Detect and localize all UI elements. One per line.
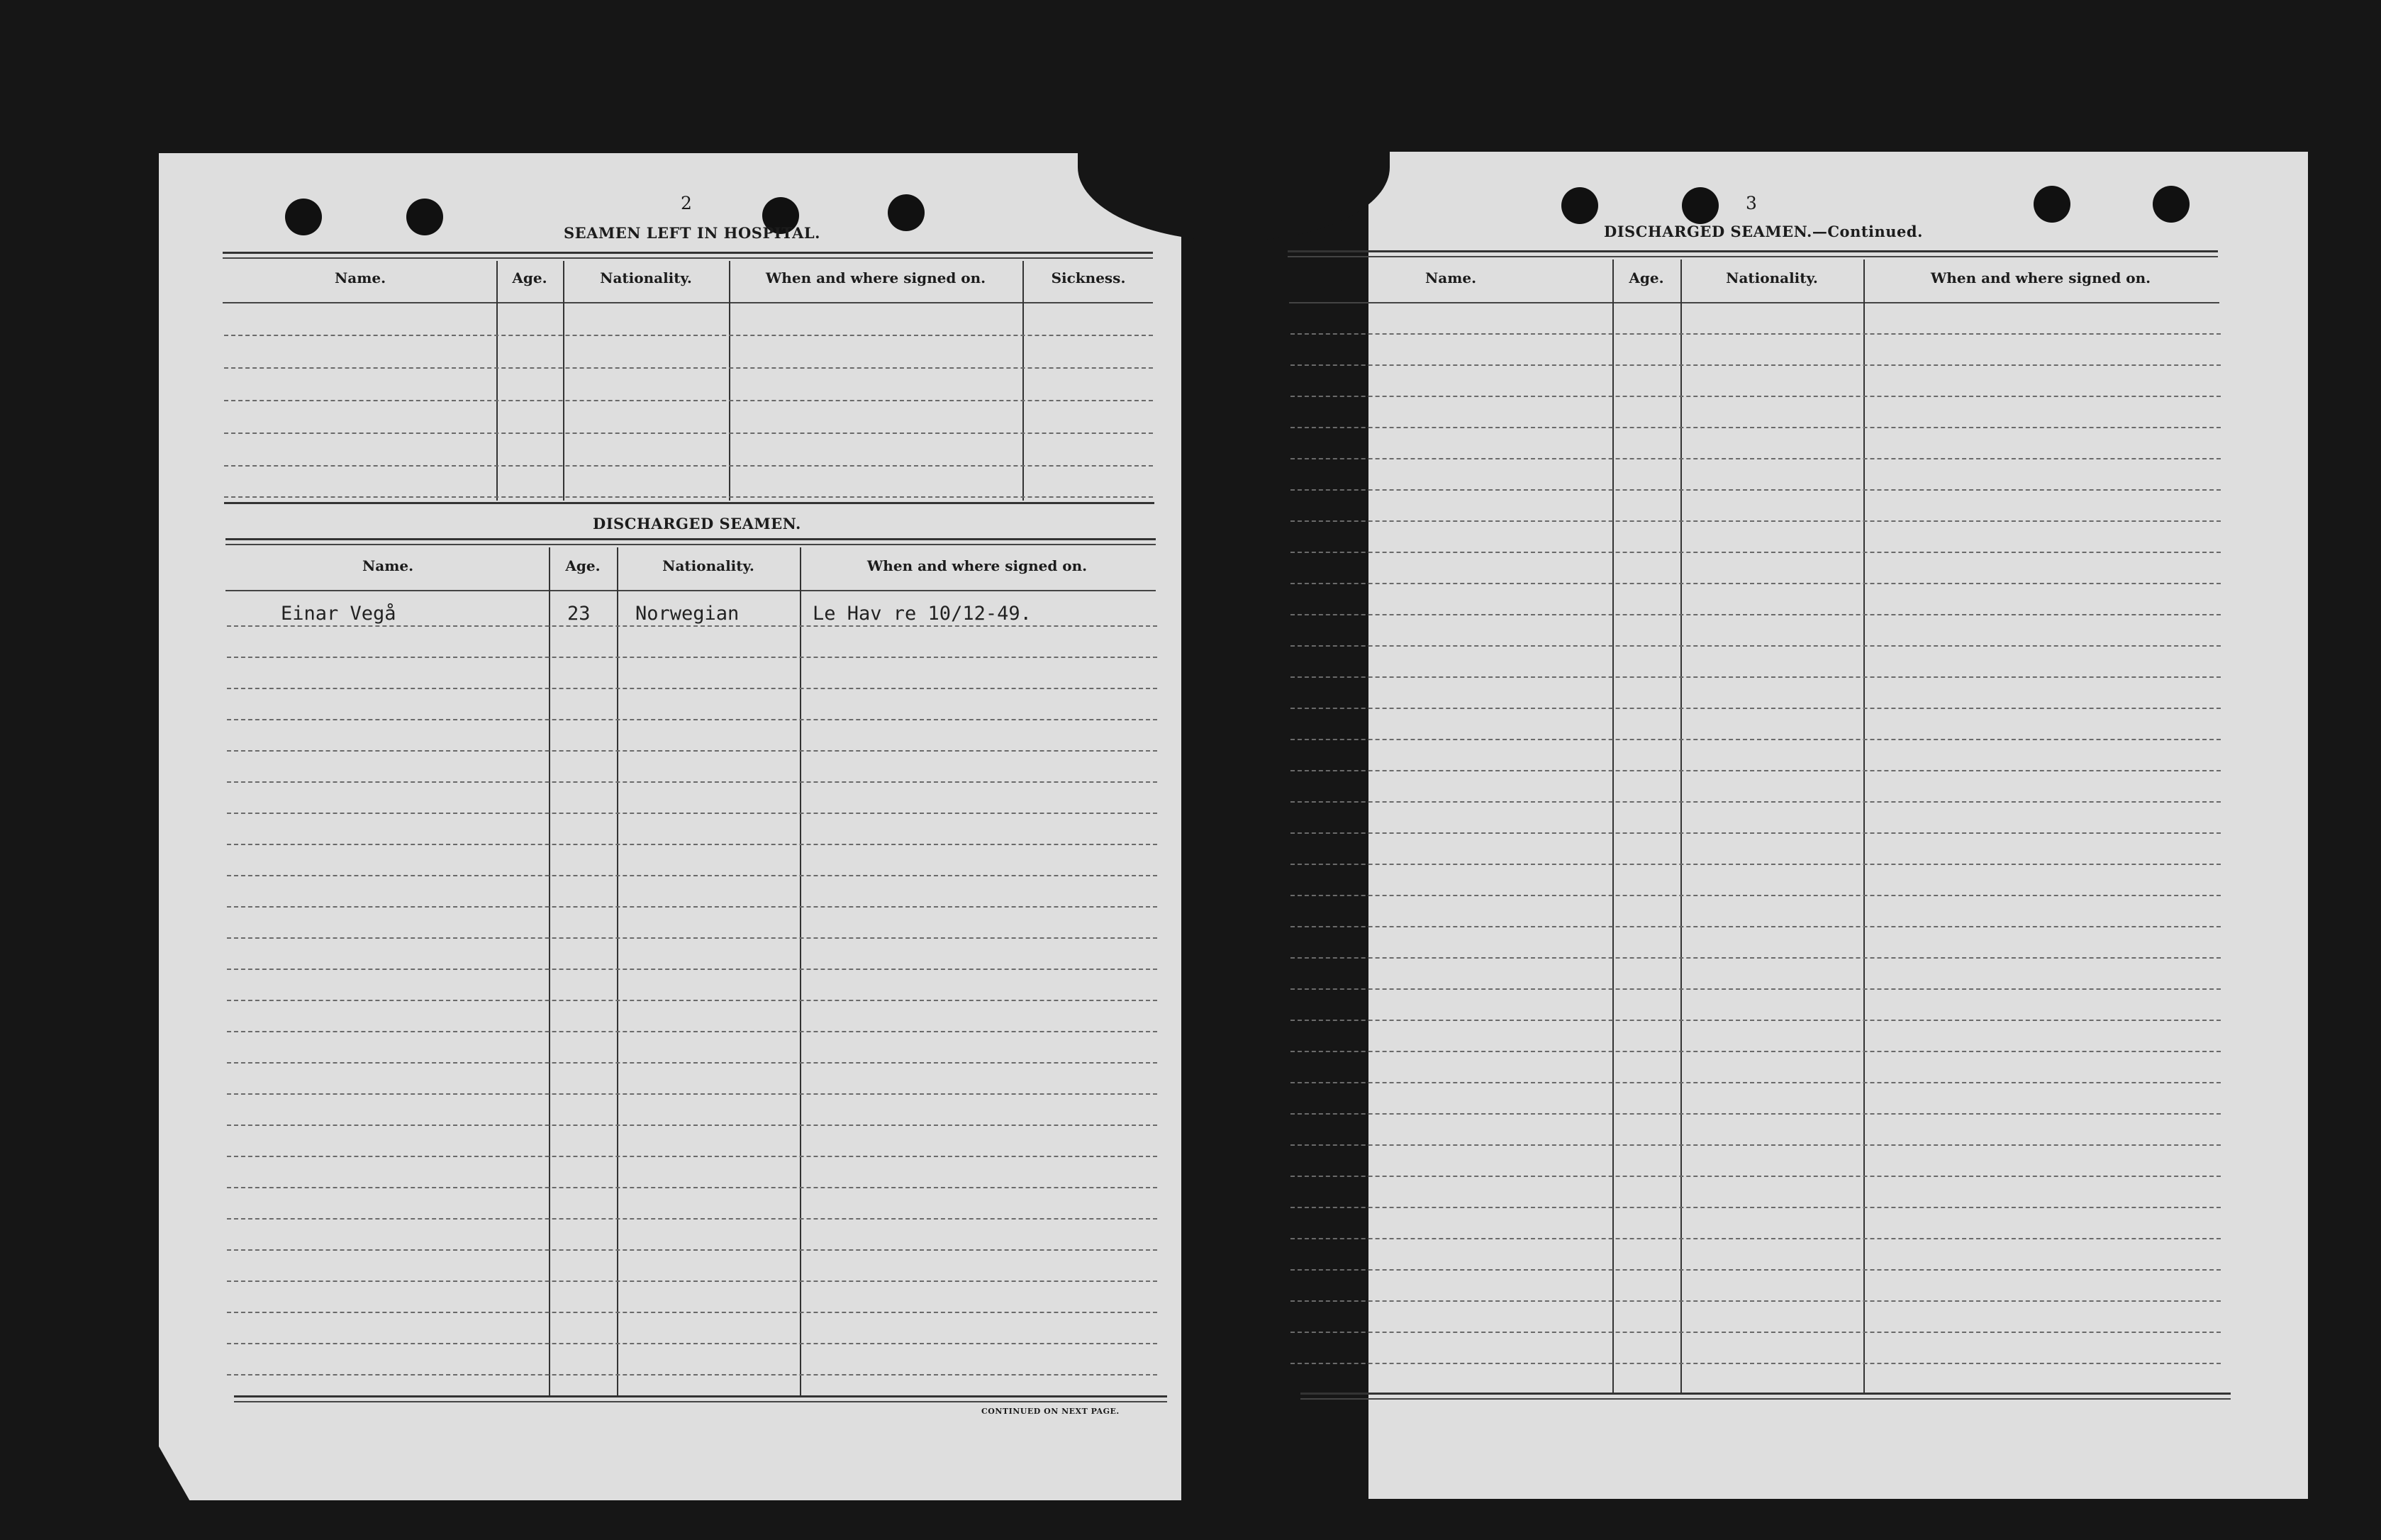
rule: [1300, 1398, 2231, 1400]
right-page: [1368, 152, 2308, 1499]
row-line: [1290, 708, 2221, 709]
row-line: [227, 937, 1157, 939]
row-line: [1290, 1207, 2221, 1208]
row-line: [1290, 676, 2221, 678]
discharged-continued-title: DISCHARGED SEAMEN.—Continued.: [1604, 223, 1923, 240]
row-line: [1290, 552, 2221, 553]
row-line: [1290, 1082, 2221, 1083]
row-line: [1290, 1176, 2221, 1177]
row-line: [1290, 801, 2221, 803]
row-line: [1290, 333, 2221, 335]
row-line: [1290, 1020, 2221, 1021]
row-line: [1290, 458, 2221, 459]
row-line: [1290, 1113, 2221, 1115]
row-line: [1290, 770, 2221, 771]
col-header-name: Name.: [1424, 269, 1477, 286]
row-line: [227, 719, 1157, 720]
column-divider: [800, 547, 801, 1395]
row-line: [1290, 645, 2221, 647]
column-divider: [1680, 260, 1682, 1393]
row-line: [224, 367, 1153, 369]
row-line: [1290, 583, 2221, 584]
rule: [1288, 250, 2218, 252]
col-header-nationality: Nationality.: [662, 557, 754, 574]
page-number: 2: [681, 193, 692, 213]
row-line: [1290, 520, 2221, 522]
header-underline: [1289, 302, 2219, 303]
column-divider: [1863, 260, 1865, 1393]
seaman-age: 23: [567, 603, 591, 625]
punch-hole: [2153, 186, 2190, 223]
header-underline: [223, 302, 1153, 303]
seaman-nationality: Norwegian: [635, 603, 740, 625]
rule: [234, 1401, 1167, 1402]
seaman-name: Einar Vegå: [281, 603, 396, 625]
row-line: [1290, 895, 2221, 896]
row-line: [227, 1062, 1157, 1064]
row-line: [1290, 364, 2221, 366]
punch-hole: [406, 199, 443, 235]
rule: [225, 538, 1156, 540]
row-line: [224, 433, 1153, 434]
punch-hole: [888, 194, 925, 231]
rule: [1300, 1393, 2231, 1395]
row-line: [1290, 832, 2221, 834]
row-line: [1290, 1300, 2221, 1302]
row-line: [1290, 926, 2221, 927]
col-header-signed-on: When and where signed on.: [1930, 269, 2151, 286]
rule: [223, 257, 1153, 259]
row-line: [1290, 739, 2221, 740]
row-line: [224, 400, 1153, 401]
col-header-age: Age.: [1629, 269, 1664, 286]
row-line: [227, 1000, 1157, 1001]
row-line: [227, 1312, 1157, 1313]
row-line: [227, 1249, 1157, 1251]
row-line: [1290, 396, 2221, 397]
row-line: [1290, 864, 2221, 865]
col-header-name: Name.: [362, 557, 414, 574]
rule: [234, 1395, 1167, 1397]
col-header-signed-on: When and where signed on.: [866, 557, 1088, 574]
row-line: [1290, 1051, 2221, 1052]
row-line: [224, 335, 1153, 336]
col-header-sickness: Sickness.: [1051, 269, 1126, 286]
row-line: [1290, 1269, 2221, 1271]
punch-hole: [1682, 187, 1719, 224]
rule: [1288, 256, 2218, 257]
punch-hole: [285, 199, 322, 235]
row-line: [1290, 1363, 2221, 1364]
row-line: [227, 1093, 1157, 1095]
rule: [223, 252, 1153, 254]
row-line: [227, 657, 1157, 658]
hospital-section-title: SEAMEN LEFT IN HOSPITAL.: [564, 224, 820, 242]
column-divider: [549, 547, 550, 1395]
col-header-age: Age.: [512, 269, 547, 286]
row-line: [227, 1343, 1157, 1344]
seaman-signed-on: Le Hav re 10/12-49.: [813, 603, 1032, 625]
header-underline: [225, 590, 1156, 591]
row-line: [227, 688, 1157, 689]
row-line: [1290, 957, 2221, 959]
column-divider: [1612, 260, 1614, 1393]
column-divider: [617, 547, 618, 1395]
row-line: [224, 465, 1153, 467]
row-line: [227, 969, 1157, 970]
row-line: [227, 750, 1157, 752]
punch-hole: [2034, 186, 2070, 223]
discharged-section-title: DISCHARGED SEAMEN.: [593, 515, 801, 532]
continued-note: CONTINUED ON NEXT PAGE.: [981, 1407, 1120, 1416]
row-line: [227, 844, 1157, 845]
row-line: [227, 781, 1157, 783]
row-line: [227, 1187, 1157, 1188]
page-number: 3: [1746, 193, 1757, 213]
col-header-nationality: Nationality.: [600, 269, 692, 286]
row-line: [1290, 1332, 2221, 1333]
col-header-signed-on: When and where signed on.: [765, 269, 986, 286]
row-line: [1290, 1238, 2221, 1239]
row-line: [1290, 988, 2221, 990]
row-line: [227, 1374, 1157, 1376]
row-line: [227, 906, 1157, 908]
row-line: [1290, 427, 2221, 428]
row-line: [1290, 1144, 2221, 1146]
punch-hole: [1561, 187, 1598, 224]
row-line: [1290, 489, 2221, 491]
row-line: [227, 1156, 1157, 1157]
rule: [224, 502, 1154, 504]
col-header-age: Age.: [565, 557, 601, 574]
left-page: [159, 153, 1181, 1500]
row-line: [227, 1125, 1157, 1126]
row-line: [224, 496, 1153, 498]
row-line: [227, 1280, 1157, 1282]
row-line: [227, 625, 1157, 627]
row-line: [1290, 614, 2221, 615]
row-line: [227, 1031, 1157, 1032]
row-line: [227, 875, 1157, 876]
col-header-name: Name.: [334, 269, 386, 286]
rule: [225, 544, 1156, 545]
row-line: [227, 1218, 1157, 1220]
row-line: [227, 813, 1157, 814]
col-header-nationality: Nationality.: [1726, 269, 1818, 286]
